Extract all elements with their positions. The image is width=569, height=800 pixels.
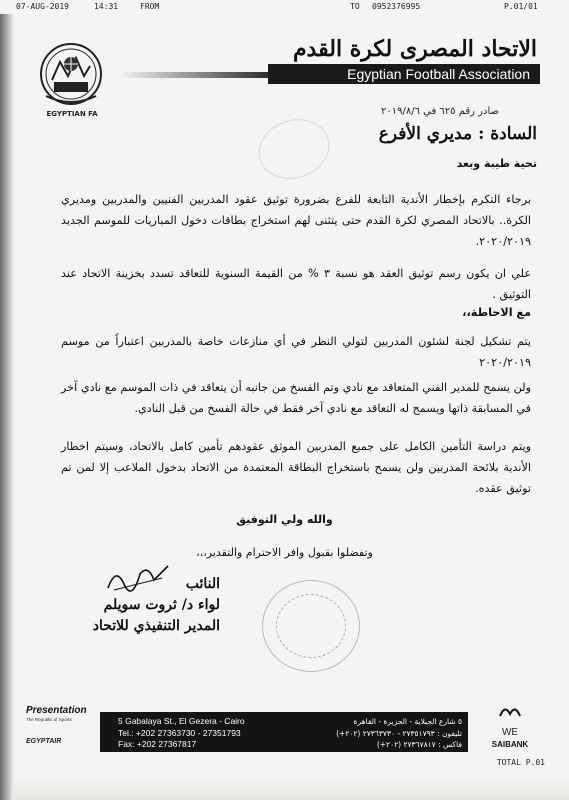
signatory-name: لواء د/ ثروت سويلم bbox=[103, 597, 220, 613]
presentation-tagline: The Republic of Sports bbox=[26, 717, 72, 722]
address-arabic bbox=[290, 716, 462, 751]
logo-caption: EGYPTIAN FA bbox=[46, 110, 98, 118]
fax-date: 07-AUG-2019 bbox=[16, 2, 69, 11]
regards-line: وتفضلوا بقبول وافر الاحترام والتقدير،،، bbox=[196, 546, 373, 559]
title-band-fade bbox=[120, 72, 270, 78]
fax-time: 14:31 bbox=[94, 2, 119, 11]
address-english bbox=[118, 716, 288, 751]
address-ar-tel: تليفون : ٢٧٣٥١٧٩٣ - ٢٧٣٦٣٧٣٠ (٢٠٢+) bbox=[336, 728, 462, 738]
paragraph-2: علي ان يكون رسم توثيق العقد هو نسبة ٣ % من القيمة السنوية للتعاقد تسدد بخزينة الاتحاد عند التوثيق . bbox=[61, 267, 531, 301]
egyptair-logo: EGYPTAIR bbox=[26, 738, 62, 745]
official-stamp-inner bbox=[276, 594, 346, 658]
paragraph-1: برجاء التكرم بإخطار الأندية التابعة للفرع بضرورة توثيق عقود المدربين الفنيين والمدربين ومديري الكرة.. بالاتحاد المصري لكرة القدم حتى يتثنى لهم استخراج بطاقات دخول المباريات للموسم الجديد ٢٠٢٠/٢٠١٩. bbox=[61, 193, 531, 248]
presentation-logo: Presentation bbox=[26, 705, 87, 716]
sponsor-left bbox=[26, 705, 104, 745]
fax-from-label: FROM bbox=[140, 2, 160, 11]
paragraph-3: مع الاحاطة،، bbox=[462, 306, 531, 319]
paragraph-5: ولن يسمح للمدير الفني المتعاقد مع نادي وتم الفسخ من جانبه أن يتعاقد في ذات الموسم مع نادي آخر في المسابقة ذاتها ويسمح له التعاقد مع نادي آخر فقط في حالة الفسخ من قبل النادي. bbox=[61, 381, 531, 415]
sponsor-right bbox=[480, 704, 540, 749]
address-en-street: 5 Gabalaya St., El Gezera - Cairo bbox=[118, 716, 245, 726]
we-swirl-icon bbox=[497, 704, 523, 720]
address-en-fax: Fax: +202 27367817 bbox=[118, 739, 197, 749]
faint-stamp bbox=[251, 110, 337, 187]
scan-edge bbox=[0, 14, 14, 800]
reference-number: صادر رقم ٦٢٥ في ٢٠١٩/٨/٦ bbox=[380, 106, 499, 117]
paragraph-4: يتم تشكيل لجنة لشئون المدربين لتولي النظر في أي منازعات خاصة بالمدربين اعتباراً من موسم ٢٠٢٠/٢٠١٩ bbox=[61, 335, 531, 369]
address-ar-street: ٥ شارع الجبلاية - الجزيرة - القاهرة bbox=[353, 717, 462, 726]
saibank-logo: SAIBANK bbox=[491, 740, 529, 749]
signatory-title: النائب bbox=[185, 576, 220, 592]
fax-to-label: TO bbox=[350, 2, 360, 11]
title-arabic: الاتحاد المصرى لكرة القدم bbox=[292, 36, 537, 62]
bottom-fold bbox=[14, 776, 569, 800]
greeting: تحية طيبة وبعد bbox=[456, 157, 537, 170]
paragraph-6: ويتم دراسة التأمين الكامل على جميع المدربين الموثق عقودهم تأمين كامل بالاتحاد، وسيتم اخطار الأندية بلائحة المدربين ولن يسمح باستخراج البطاقة المعتمدة من الاتحاد بدخول الملاعب إلا لمن تم توثيق عقده. bbox=[61, 440, 531, 495]
fax-page-number: P.01/01 bbox=[504, 2, 538, 11]
fax-total-pages: TOTAL P.01 bbox=[496, 758, 545, 767]
we-logo: WE bbox=[501, 727, 519, 738]
efa-logo-icon bbox=[38, 40, 104, 112]
title-english: Egyptian Football Association bbox=[268, 64, 540, 84]
signatory-position: المدير التنفيذي للاتحاد bbox=[92, 618, 220, 634]
address-en-tel: Tel.: +202 27363730 - 27351793 bbox=[118, 727, 241, 738]
closing-line: والله ولي التوفيق bbox=[236, 513, 333, 526]
fax-header bbox=[8, 2, 561, 14]
address-ar-fax: فاكس : ٢٧٣٦٧٨١٧ (٢٠٢+) bbox=[376, 740, 462, 749]
fax-to-number: 0952376995 bbox=[372, 2, 421, 11]
addressee: السادة : مديري الأفرع bbox=[378, 124, 537, 144]
